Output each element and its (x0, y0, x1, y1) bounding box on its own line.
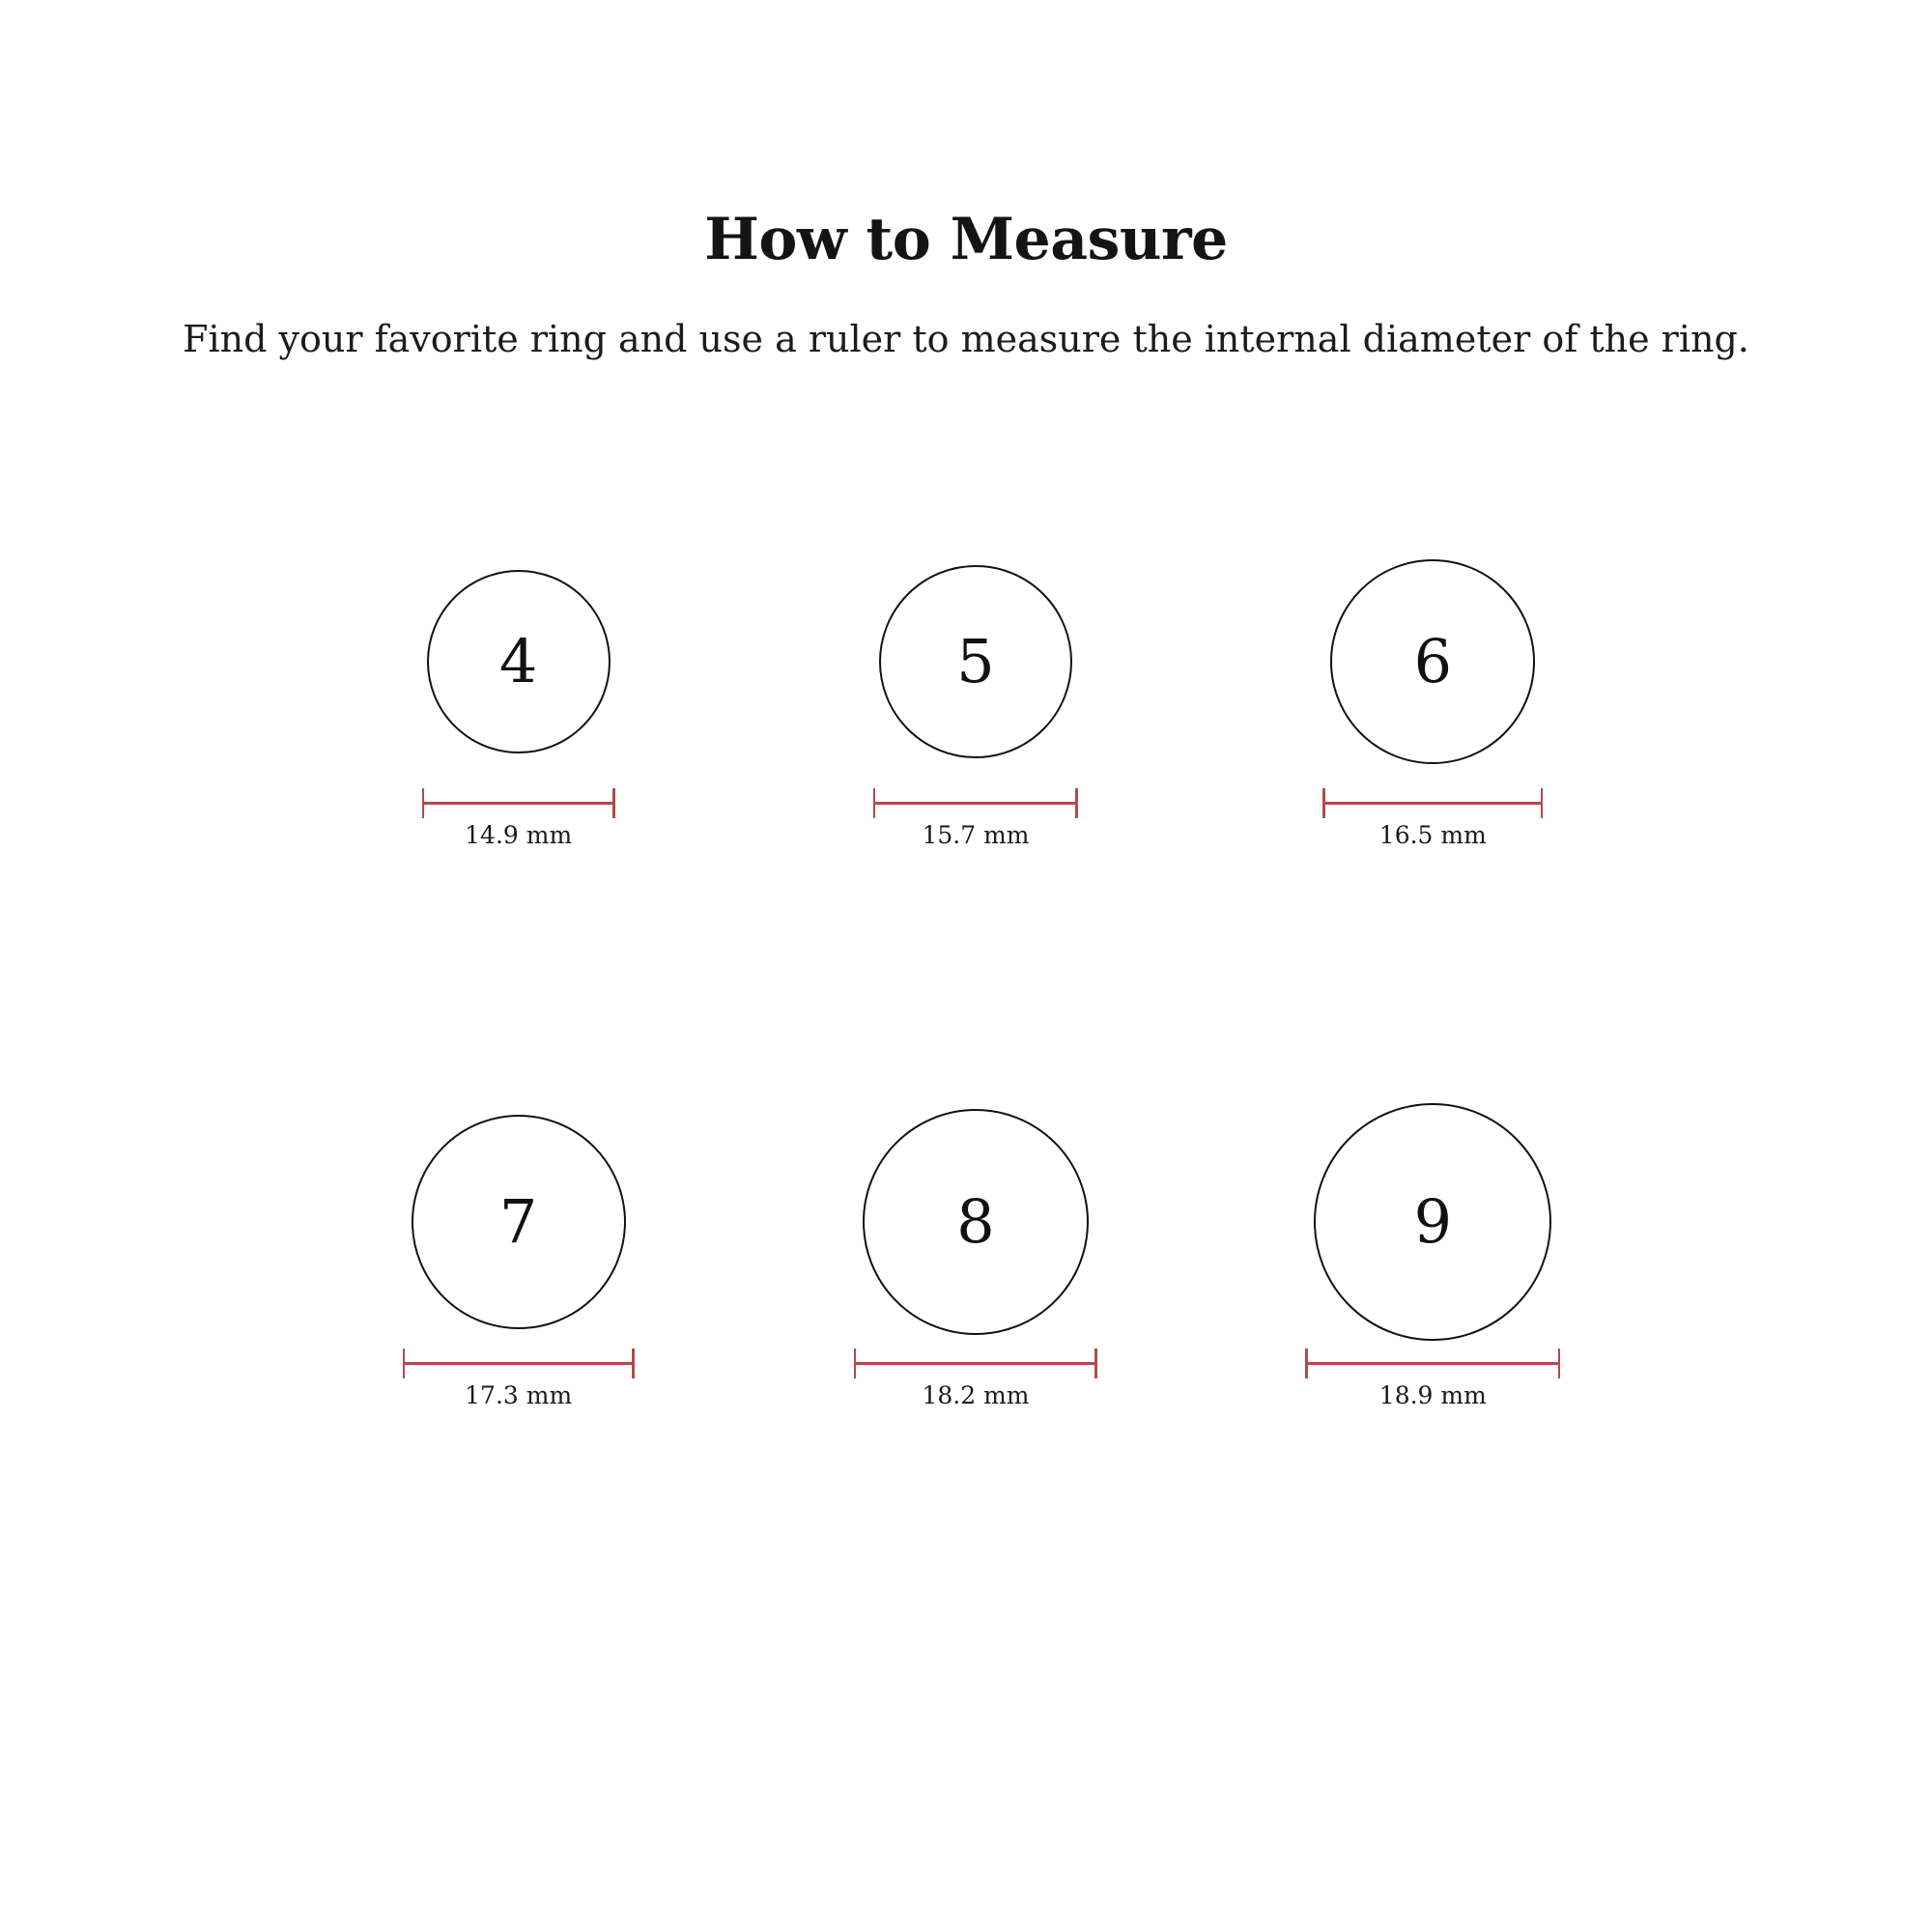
ring-size-label: 7 (498, 1186, 538, 1257)
ring-size-card (1205, 1101, 1662, 1661)
ring-size-label: 9 (1413, 1186, 1453, 1257)
diameter-label: 18.2 mm (922, 1381, 1030, 1409)
ring-circle-wrap (1205, 1101, 1662, 1343)
page-title: How to Measure (704, 206, 1228, 273)
ring-size-card (747, 541, 1204, 1101)
measure-tick-right (632, 1349, 635, 1378)
diameter-label: 16.5 mm (1378, 821, 1487, 849)
measure-line (1305, 1362, 1560, 1365)
ring-size-card (290, 1101, 747, 1661)
ring-circle (1314, 1103, 1551, 1341)
measure-tick-right (612, 788, 615, 818)
ring-circle (879, 565, 1072, 758)
ring-size-card (747, 1101, 1204, 1661)
measure-bar (1322, 782, 1543, 850)
diameter-label: 14.9 mm (465, 821, 573, 849)
ring-circle-wrap (290, 541, 747, 782)
ring-size-label: 5 (956, 626, 995, 696)
measure-line (854, 1362, 1097, 1365)
ring-size-label: 8 (956, 1186, 995, 1257)
measure-tick-right (1541, 788, 1544, 818)
ring-circle-wrap (1205, 541, 1662, 782)
page-subtitle: Find your favorite ring and use a ruler to measure the internal diameter of the ring. (183, 318, 1749, 360)
ring-size-label: 6 (1413, 626, 1453, 696)
ring-circle (412, 1115, 626, 1329)
measure-tick-left (1322, 788, 1325, 818)
ring-circle-wrap (747, 1101, 1204, 1343)
measure-bar (873, 782, 1078, 850)
measure-tick-right (1075, 788, 1078, 818)
measure-bar (422, 782, 615, 850)
measure-line (873, 802, 1078, 805)
ring-size-label: 4 (498, 626, 538, 696)
measure-tick-left (1305, 1349, 1308, 1378)
ring-circle-wrap (747, 541, 1204, 782)
ring-size-card (290, 541, 747, 1101)
ring-size-grid (290, 541, 1662, 1661)
measure-tick-left (873, 788, 876, 818)
ring-circle (863, 1109, 1089, 1335)
header (0, 0, 1932, 362)
measure-tick-right (1558, 1349, 1561, 1378)
diameter-label: 17.3 mm (465, 1381, 573, 1409)
ring-circle (427, 570, 611, 753)
measure-tick-left (854, 1349, 857, 1378)
measure-bar (854, 1343, 1097, 1410)
measure-tick-left (422, 788, 425, 818)
ring-size-card (1205, 541, 1662, 1101)
measure-bar (1305, 1343, 1560, 1410)
measure-line (1322, 802, 1543, 805)
ring-circle-wrap (290, 1101, 747, 1343)
diameter-label: 18.9 mm (1378, 1381, 1487, 1409)
measure-bar (403, 1343, 635, 1410)
measure-tick-right (1094, 1349, 1097, 1378)
ring-circle (1330, 559, 1535, 764)
measure-tick-left (403, 1349, 406, 1378)
measure-line (422, 802, 615, 805)
diameter-label: 15.7 mm (922, 821, 1030, 849)
measure-line (403, 1362, 635, 1365)
